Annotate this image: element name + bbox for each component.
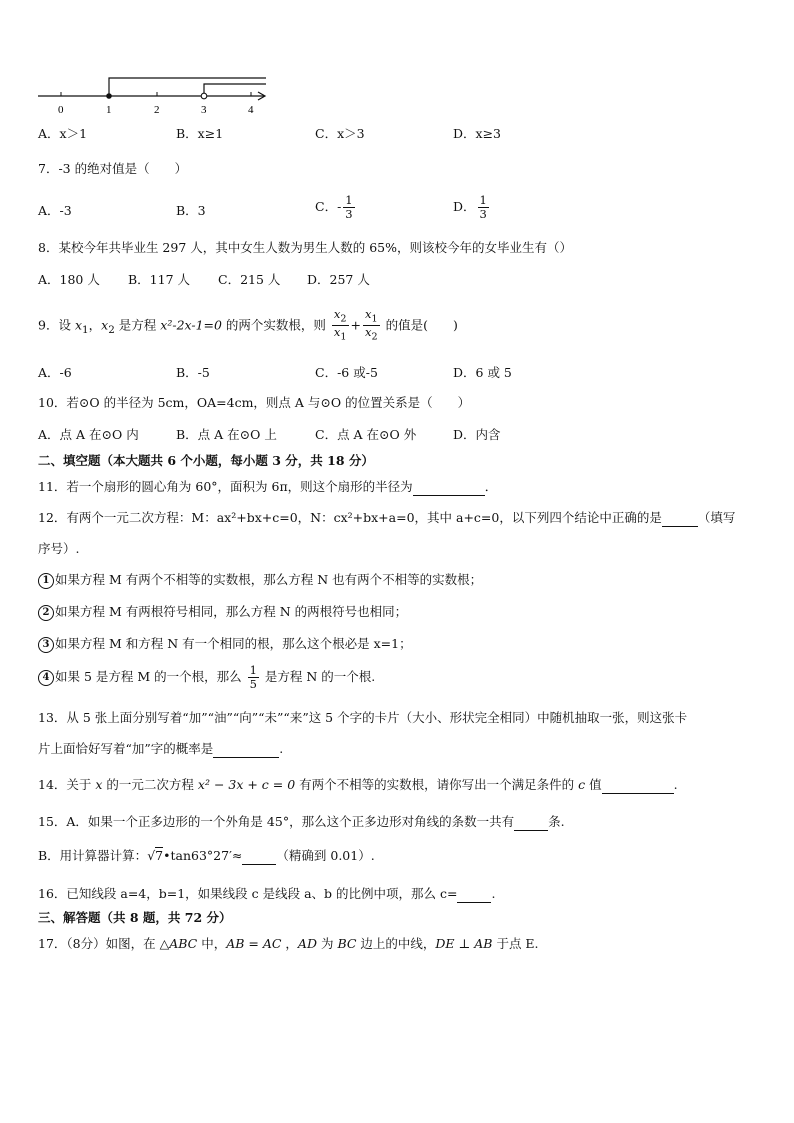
tick-label: 0: [58, 104, 64, 116]
q10-option-a: A．点 A 在⊙O 内: [38, 427, 139, 442]
q7-option-a: A．-3: [38, 203, 72, 218]
q9-option-a: A．-6: [38, 365, 72, 380]
ray-from-3: [204, 84, 266, 96]
q7-option-b: B．3: [176, 203, 206, 218]
q16-stem: 16．已知线段 a=4，b=1，如果线段 c 是线段 a、b 的比例中项，那么 c= .: [38, 886, 496, 901]
section-3-heading: 三、解答题（共 8 题，共 72 分）: [38, 910, 232, 925]
q17-stem: 17．（8分）如图，在 △ABC 中，AB = AC ，AD 为 BC 边上的中线，DE ⊥ AB 于点 E.: [38, 936, 539, 951]
q12-item-4: 4 如果 5 是方程 M 的一个根，那么 $\frac{1}{5}$ 是方程 N 的一个根.: [38, 664, 375, 691]
q10-option-c: C．点 A 在⊙O 外: [315, 427, 417, 442]
q12-item-3: 3 如果方程 M 和方程 N 有一个相同的根，那么这个根必是 x=1；: [38, 636, 412, 653]
q8-stem: 8．某校今年共毕业生 297 人，其中女生人数为男生人数的 65%，则该校今年的女毕业生有（）: [38, 240, 573, 255]
tick-label: 3: [201, 104, 207, 116]
open-dot: [201, 93, 207, 99]
q7-option-d: D． $\frac{1}{3}$: [453, 193, 487, 221]
tick-label: 1: [106, 104, 112, 116]
ray-from-1: [109, 78, 266, 96]
q13-line-2: 片上面恰好写着“加”字的概率是 .: [38, 741, 284, 756]
tick-label: 4: [248, 104, 254, 116]
q12-stem-cont: 序号）.: [38, 541, 80, 556]
q13-line-1: 13．从 5 张上面分别写着“加”“油”“向”“未”“来”这 5 个字的卡片（大小、形状完全相同）中随机抽取一张，则这张卡: [38, 710, 688, 725]
q9-stem: 9．设 $x_1$，$x_2$ 是方程 x²-2x-1=0 的两个实数根，则 $\frac{x_2}{x_1}$ + $\frac{x_1}{x_2}$ 的值是( ): [38, 307, 458, 343]
q11-stem: 11．若一个扇形的圆心角为 60°，面积为 6π，则这个扇形的半径为 ．: [38, 479, 498, 494]
q10-option-b: B．点 A 在⊙O 上: [176, 427, 277, 442]
sqrt-symbol: √7: [147, 848, 164, 863]
q9-option-d: D．6 或 5: [453, 365, 512, 380]
q8-option-c: C．215 人: [218, 272, 281, 287]
q9-option-b: B．-5: [176, 365, 210, 380]
q15-part-b: B．用计算器计算：√7•tan63°27′≈ （精确到 0.01）.: [38, 848, 375, 863]
q8-option-d: D．257 人: [307, 272, 370, 287]
q6-option-a: A．x＞1: [38, 126, 88, 141]
q9-option-c: C．-6 或-5: [315, 365, 378, 380]
q8-option-a: A．180 人: [38, 272, 100, 287]
section-2-heading: 二、填空题（本大题共 6 个小题，每小题 3 分，共 18 分）: [38, 453, 374, 468]
q6-option-b: B．x≥1: [176, 126, 224, 141]
q14-stem: 14．关于 x 的一元二次方程 x² − 3x + c = 0 有两个不相等的实数根，请你写出一个满足条件的 c 值 .: [38, 777, 678, 792]
q7-option-c: C．- $\frac{1}{3}$: [315, 193, 353, 221]
q12-stem: 12．有两个一元二次方程：M：ax²+bx+c=0，N：cx²+bx+a=0，其中 a+c=0，以下列四个结论中正确的是 （填写: [38, 510, 736, 525]
q12-item-1: 1 如果方程 M 有两个不相等的实数根，那么方程 N 也有两个不相等的实数根；: [38, 572, 482, 589]
closed-dot: [106, 93, 112, 99]
q12-item-2: 2 如果方程 M 有两根符号相同，那么方程 N 的两根符号也相同；: [38, 604, 407, 621]
q6-option-c: C．x＞3: [315, 126, 365, 141]
q10-stem: 10．若⊙O 的半径为 5cm，OA=4cm，则点 A 与⊙O 的位置关系是（ ）: [38, 395, 471, 410]
q10-option-d: D．内含: [453, 427, 501, 442]
q7-stem: 7．-3 的绝对值是（ ）: [38, 161, 188, 176]
q6-option-d: D．x≥3: [453, 126, 501, 141]
q8-option-b: B．117 人: [128, 272, 191, 287]
tick-label: 2: [154, 104, 160, 116]
number-line-figure: [36, 76, 276, 116]
q15-part-a: 15．A．如果一个正多边形的一个外角是 45°，那么这个正多边形对角线的条数一共有 条.: [38, 814, 565, 829]
